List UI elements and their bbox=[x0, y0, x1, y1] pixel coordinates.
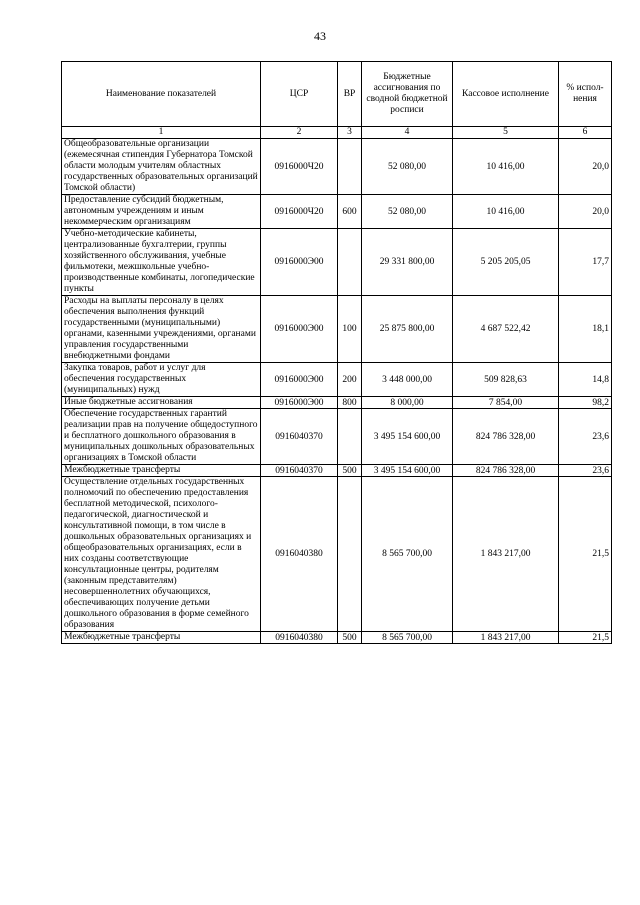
row-percent: 21,5 bbox=[559, 477, 612, 632]
row-executed: 1 843 217,00 bbox=[453, 632, 559, 644]
table-row bbox=[62, 363, 612, 397]
row-assigned: 8 565 700,00 bbox=[362, 632, 453, 644]
header-csr: ЦСР bbox=[261, 62, 338, 127]
page-number: 43 bbox=[314, 29, 326, 43]
row-executed: 824 786 328,00 bbox=[453, 409, 559, 465]
column-number: 2 bbox=[261, 127, 338, 139]
row-vr bbox=[338, 139, 362, 195]
row-vr: 100 bbox=[338, 296, 362, 363]
row-csr: 0916000Э00 bbox=[261, 296, 338, 363]
row-csr: 0916040370 bbox=[261, 465, 338, 477]
row-executed: 509 828,63 bbox=[453, 363, 559, 397]
column-number-row bbox=[62, 127, 612, 139]
row-percent: 20,0 bbox=[559, 195, 612, 229]
row-assigned: 3 495 154 600,00 bbox=[362, 465, 453, 477]
column-number: 4 bbox=[362, 127, 453, 139]
row-vr: 600 bbox=[338, 195, 362, 229]
row-percent: 23,6 bbox=[559, 409, 612, 465]
column-number: 5 bbox=[453, 127, 559, 139]
row-percent: 14,8 bbox=[559, 363, 612, 397]
row-assigned: 52 080,00 bbox=[362, 195, 453, 229]
row-percent: 98,2 bbox=[559, 397, 612, 409]
row-assigned: 8 565 700,00 bbox=[362, 477, 453, 632]
budget-execution-table bbox=[61, 61, 612, 644]
row-csr: 0916000Ч20 bbox=[261, 139, 338, 195]
row-assigned: 8 000,00 bbox=[362, 397, 453, 409]
table-row bbox=[62, 229, 612, 296]
row-vr: 800 bbox=[338, 397, 362, 409]
row-name: Межбюджетные трансферты bbox=[62, 632, 261, 644]
row-name: Предоставление субсидий бюджетным, автономным учреждениям и иным некоммерческим организациям bbox=[62, 195, 261, 229]
table-row bbox=[62, 296, 612, 363]
row-executed: 824 786 328,00 bbox=[453, 465, 559, 477]
row-csr: 0916040380 bbox=[261, 477, 338, 632]
row-name: Общеобразовательные организации (ежемесячная стипендия Губернатора Томской области молодым учителям областных государственных образовательных организаций Томской области) bbox=[62, 139, 261, 195]
row-name: Межбюджетные трансферты bbox=[62, 465, 261, 477]
row-csr: 0916040380 bbox=[261, 632, 338, 644]
row-assigned: 52 080,00 bbox=[362, 139, 453, 195]
table-row bbox=[62, 409, 612, 465]
row-executed: 4 687 522,42 bbox=[453, 296, 559, 363]
row-assigned: 25 875 800,00 bbox=[362, 296, 453, 363]
row-name: Обеспечение государственных гарантий реализации прав на получение общедоступного и бесплатного дошкольного образования в муниципальных дошкольных образовательных организациях в Томской области bbox=[62, 409, 261, 465]
row-vr: 200 bbox=[338, 363, 362, 397]
table-row bbox=[62, 477, 612, 632]
table-row bbox=[62, 195, 612, 229]
row-name: Осуществление отдельных государственных полномочий по обеспечению предоставления бесплатной методической, психолого-педагогической, диагностической и консультативной помощи, в том числе в дошкольных образовательных организациях и общеобразовательных организациях, если в них созданы соответствующие консультационные центры, родителям (законным представителям) несовершеннолетних обучающихся, обеспечивающих получение детьми дошкольного образования в форме семейного образования bbox=[62, 477, 261, 632]
row-executed: 5 205 205,05 bbox=[453, 229, 559, 296]
header-vr: ВР bbox=[338, 62, 362, 127]
row-vr bbox=[338, 477, 362, 632]
table-row bbox=[62, 139, 612, 195]
row-executed: 1 843 217,00 bbox=[453, 477, 559, 632]
row-percent: 23,6 bbox=[559, 465, 612, 477]
row-name: Расходы на выплаты персоналу в целях обеспечения выполнения функций государственными (муниципальными) органами, казенными учреждениями, органами управления государственными внебюджетными фондами bbox=[62, 296, 261, 363]
row-percent: 18,1 bbox=[559, 296, 612, 363]
table-row bbox=[62, 465, 612, 477]
row-csr: 0916000Э00 bbox=[261, 363, 338, 397]
row-assigned: 3 495 154 600,00 bbox=[362, 409, 453, 465]
row-percent: 17,7 bbox=[559, 229, 612, 296]
table-row bbox=[62, 397, 612, 409]
row-vr bbox=[338, 409, 362, 465]
header-cash-execution: Кассовое исполнение bbox=[453, 62, 559, 127]
row-name: Закупка товаров, работ и услуг для обеспечения государственных (муниципальных) нужд bbox=[62, 363, 261, 397]
row-executed: 7 854,00 bbox=[453, 397, 559, 409]
row-name: Иные бюджетные ассигнования bbox=[62, 397, 261, 409]
column-number: 3 bbox=[338, 127, 362, 139]
row-assigned: 3 448 000,00 bbox=[362, 363, 453, 397]
header-row bbox=[62, 62, 612, 127]
row-csr: 0916000Ч20 bbox=[261, 195, 338, 229]
row-csr: 0916040370 bbox=[261, 409, 338, 465]
row-executed: 10 416,00 bbox=[453, 139, 559, 195]
row-assigned: 29 331 800,00 bbox=[362, 229, 453, 296]
row-name: Учебно-методические кабинеты, централизованные бухгалтерии, группы хозяйственного обслуживания, учебные фильмотеки, межшкольные учебно-производственные комбинаты, логопедические пункты bbox=[62, 229, 261, 296]
header-indicator-name: Наименование показателей bbox=[62, 62, 261, 127]
column-number: 1 bbox=[62, 127, 261, 139]
row-csr: 0916000Э00 bbox=[261, 397, 338, 409]
row-percent: 20,0 bbox=[559, 139, 612, 195]
column-number: 6 bbox=[559, 127, 612, 139]
header-execution-percent: % испол-нения bbox=[559, 62, 612, 127]
row-percent: 21,5 bbox=[559, 632, 612, 644]
row-csr: 0916000Э00 bbox=[261, 229, 338, 296]
table-row bbox=[62, 632, 612, 644]
row-vr: 500 bbox=[338, 632, 362, 644]
row-executed: 10 416,00 bbox=[453, 195, 559, 229]
header-budget-assignments: Бюджетные ассигнования по сводной бюджетной росписи bbox=[362, 62, 453, 127]
row-vr bbox=[338, 229, 362, 296]
row-vr: 500 bbox=[338, 465, 362, 477]
